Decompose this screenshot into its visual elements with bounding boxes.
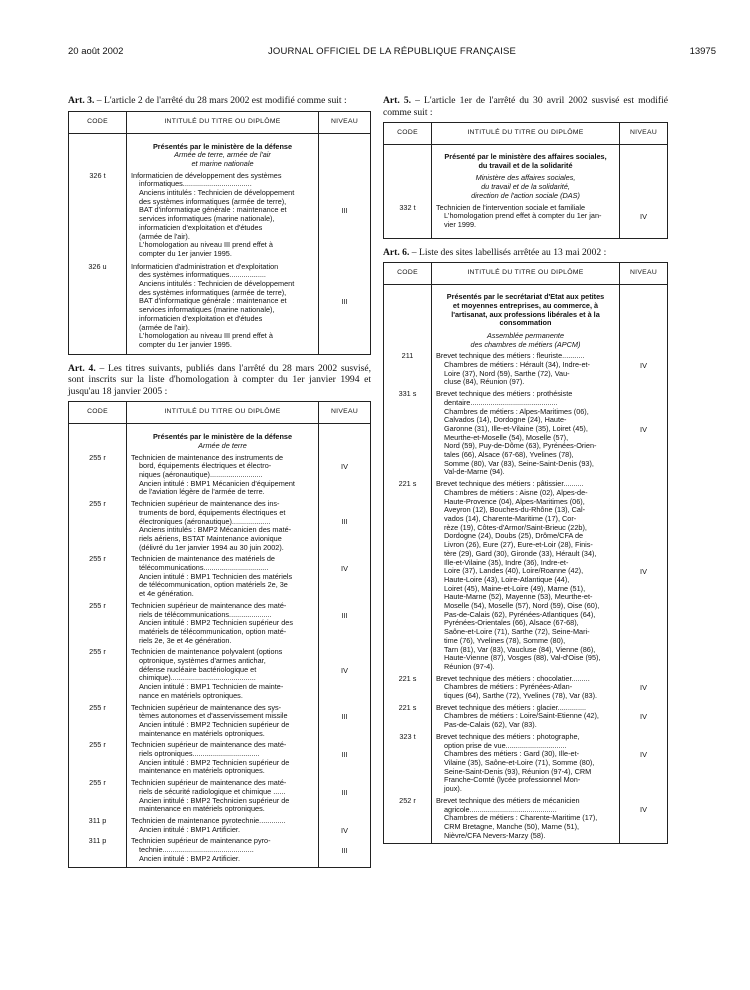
article-3-text: – L'article 2 de l'arrêté du 28 mars 2002 est modifié comme suit : xyxy=(94,95,347,106)
entry-line: Loire (37), Landes (40), Loire/Roanne (42), xyxy=(444,566,584,576)
entry-line: L'homologation au niveau III prend effet à xyxy=(139,240,273,250)
entry-line: Saône-et-Loire (71), Sarthe (72), Seine-Mari- xyxy=(444,627,590,637)
entry-level: IV xyxy=(640,212,647,222)
entry-line: Chambres de métiers : Loire/Saint-Etienne (42), xyxy=(444,711,599,721)
entry-description xyxy=(432,733,620,797)
entry-line: BAT d'informatique générale : maintenance et xyxy=(139,205,287,215)
entry-level: III xyxy=(341,297,348,307)
entry-description xyxy=(127,602,319,649)
entry-code: 221 s xyxy=(384,480,432,674)
entry-description xyxy=(127,454,319,501)
entry-line: Ancien intitulé : BMP2 Artificier. xyxy=(139,853,240,863)
entry-line: Ancien intitulé : BMP2 Technicien supérieur de xyxy=(139,795,290,805)
entry-line: CRM Bretagne, Manche (50), Marne (51), xyxy=(444,821,580,831)
entry-code: 331 s xyxy=(384,390,432,480)
entry-line: Dordogne (24), Doubs (25), Drôme/CFA de xyxy=(444,531,584,541)
entry-line: Technicien supérieur de maintenance des maté- xyxy=(131,778,287,788)
presenter-heading: et moyennes entreprises, au commerce, à xyxy=(452,300,599,310)
entry-line: Technicien supérieur de maintenance des maté- xyxy=(131,740,287,750)
table-row xyxy=(69,555,371,602)
section-subheading: et marine nationale xyxy=(191,158,254,168)
entry-line: Technicien supérieur de maintenance des sys- xyxy=(131,702,282,712)
entry-description xyxy=(432,480,620,674)
entry-line: Chambres de métiers : Hérault (34), Indre-et- xyxy=(444,360,590,370)
col-code-header: CODE xyxy=(384,263,432,285)
table-row xyxy=(69,602,371,649)
entry-level: III xyxy=(341,712,348,722)
col-level-header: NIVEAU xyxy=(620,123,668,145)
entry-description xyxy=(432,675,620,704)
entry-line: Chambres de métiers : Alpes-Maritimes (06), xyxy=(444,406,589,416)
col-code-header: CODE xyxy=(69,402,127,424)
entry-line: Seine-Saint-Denis (93), Réunion (97-4), CRM xyxy=(444,766,592,776)
table-row xyxy=(384,390,668,480)
entry-line: Anciens intitulés : Technicien de développement xyxy=(139,188,295,198)
entry-line: Pas-de-Calais (62), Pyrénées-Atlantiques (64), xyxy=(444,609,596,619)
entry-line: vados (14), Charente-Maritime (17), Cor- xyxy=(444,514,577,523)
entry-code: 221 s xyxy=(384,675,432,704)
entry-line: Ancien intitulé : BMP1 Technicien des matériels xyxy=(139,571,293,581)
col-title-header: INTITULÉ DU TITRE OU DIPLÔME xyxy=(127,111,319,133)
entry-level: IV xyxy=(640,361,647,371)
presenter-heading: l'artisanat, aux professions libérales et à la xyxy=(451,309,600,319)
table-row xyxy=(384,352,668,390)
entry-level: IV xyxy=(640,712,647,722)
entry-line: Brevet technique des métiers : chocolatier......... xyxy=(436,673,590,683)
entry-line: Ancien intitulé : BMP2 Technicien supérieur de xyxy=(139,757,290,767)
entry-level: IV xyxy=(341,665,348,675)
entry-line: services informatiques (marine nationale), xyxy=(139,305,275,315)
section-subheading: Assemblée permanente xyxy=(486,330,565,340)
entry-level: IV xyxy=(640,750,647,760)
entry-line: joux). xyxy=(444,784,462,794)
entry-code: 311 p xyxy=(69,837,127,867)
entry-line: maintenance en matériels optroniques. xyxy=(139,766,265,776)
article-5-text: – L'article 1er de l'arrêté du 30 avril 2002 susvisé est modifié comme suit : xyxy=(383,95,668,118)
entry-level: IV xyxy=(640,567,647,577)
entry-description xyxy=(127,648,319,703)
entry-line: rèze (19), Côtes-d'Armor/Saint-Brieuc (22b), xyxy=(444,522,587,532)
entry-line: Brevet technique des métiers de mécanicien xyxy=(436,795,580,805)
entry-code: 332 t xyxy=(384,204,432,239)
entry-line: Chambres de métiers : Charente-Maritime (17), xyxy=(444,813,598,823)
entry-line: Nièvre/CFA Nevers-Marzy (58). xyxy=(444,830,546,840)
col-title-header: INTITULÉ DU TITRE OU DIPLÔME xyxy=(432,123,620,145)
article-4-table xyxy=(68,401,371,867)
entry-line: Ancien intitulé : BMP2 Technicien supérieur de xyxy=(139,719,290,729)
col-title-header: INTITULÉ DU TITRE OU DIPLÔME xyxy=(127,402,319,424)
article-6-intro xyxy=(383,247,668,259)
article-3-label: Art. 3. xyxy=(68,95,95,106)
entry-line: des systèmes informatiques (armée de terre), xyxy=(139,196,287,206)
entry-description xyxy=(127,837,319,867)
col-title-header: INTITULÉ DU TITRE OU DIPLÔME xyxy=(432,263,620,285)
entry-code: 255 r xyxy=(69,500,127,555)
entry-description xyxy=(432,204,620,239)
entry-line: informatiques.................................. xyxy=(139,179,252,189)
entry-line: Tarn (81), Var (83), Vaucluse (84), Vienne (86), xyxy=(444,644,596,654)
entry-line: riels optroniques................................. xyxy=(139,749,260,759)
entry-line: riels de télécommunications..................... xyxy=(139,609,272,619)
presenter-heading: du travail et de la solidarité xyxy=(478,160,573,170)
table-row xyxy=(69,500,371,555)
entry-line: maintenance en matériels optroniques. xyxy=(139,728,265,738)
entry-line: (armée de l'air). xyxy=(139,322,190,332)
page-number: 13975 xyxy=(689,46,716,57)
entry-code: 326 u xyxy=(69,263,127,355)
section-subheading: du travail et de la solidarité, xyxy=(481,182,570,192)
entry-level: III xyxy=(341,610,348,620)
entry-line: Calvados (14), Dordogne (24), Haute- xyxy=(444,415,567,425)
entry-description xyxy=(127,817,319,837)
page-header xyxy=(68,46,716,60)
entry-level: III xyxy=(341,206,348,216)
entry-line: Technicien de l'intervention sociale et familiale xyxy=(436,202,586,212)
table-row xyxy=(69,454,371,501)
left-column xyxy=(68,95,371,876)
entry-line: Livron (26), Eure (27), Eure-et-Loir (28), Finis- xyxy=(444,540,593,550)
entry-line: niques (aéronautique).......................... xyxy=(139,469,263,479)
entry-line: Vilaine (35), Saône-et-Loire (71), Somme (80), xyxy=(444,757,595,767)
table-row xyxy=(69,741,371,779)
entry-description xyxy=(127,500,319,555)
table-row xyxy=(69,779,371,817)
entry-line: Technicien de maintenance polyvalent (options xyxy=(131,647,283,657)
table-row xyxy=(69,648,371,703)
entry-line: riels de sécurité radiologique et chimique ...... xyxy=(139,786,286,796)
entry-line: de télécommunication, option matériels 2e, 3e xyxy=(139,580,288,590)
col-level-header: NIVEAU xyxy=(620,263,668,285)
table-row xyxy=(384,675,668,704)
entry-line: vier 1999. xyxy=(444,219,477,229)
entry-level: III xyxy=(341,750,348,760)
entry-line: (armée de l'air). xyxy=(139,231,190,241)
entry-line: Brevet technique des métiers : pâtissier.......... xyxy=(436,479,584,489)
entry-line: de l'aviation légère de l'armée de terre. xyxy=(139,487,265,497)
table-row xyxy=(69,837,371,867)
entry-description xyxy=(127,263,319,355)
entry-line: Loire (37), Nord (59), Sarthe (72), Vau- xyxy=(444,368,570,378)
entry-line: compter du 1er janvier 1995. xyxy=(139,339,232,349)
table-row xyxy=(384,797,668,844)
entry-level: IV xyxy=(341,564,348,573)
entry-line: tiques (64), Sarthe (72), Yvelines (78), Var (83). xyxy=(444,691,598,701)
entry-line: nance en matériels optroniques. xyxy=(139,690,243,700)
entry-line: Technicien de maintenance pyrotechnie............. xyxy=(131,816,286,825)
entry-line: et 4e génération. xyxy=(139,589,194,599)
entry-line: riels 2e, 3e et 4e génération. xyxy=(139,635,232,645)
entry-level: III xyxy=(341,517,348,527)
entry-line: Haute-Provence (04), Alpes-Maritimes (06), xyxy=(444,496,585,506)
entry-code: 255 r xyxy=(69,741,127,779)
entry-line: Anciens intitulés : BMP2 Mécanicien des maté- xyxy=(139,525,292,535)
table-row xyxy=(384,480,668,674)
section-subheading: des chambres de métiers (APCM) xyxy=(470,339,581,349)
entry-line: BAT d'informatique générale : maintenance et xyxy=(139,296,287,306)
entry-line: Chambres des métiers : Gard (30), Ille-et- xyxy=(444,749,580,759)
entry-line: L'homologation prend effet à compter du 1er jan- xyxy=(444,211,602,221)
article-6-text: – Liste des sites labellisés arrêtée au 13 mai 2002 : xyxy=(409,246,607,258)
entry-line: Informaticien de développement des systèmes xyxy=(131,170,282,180)
col-level-header: NIVEAU xyxy=(319,402,371,424)
presenter-heading: consommation xyxy=(499,318,552,328)
entry-line: Chambres de métiers : Aisne (02), Alpes-de- xyxy=(444,487,588,497)
section-subheading: Armée de terre, armée de l'air xyxy=(174,150,271,160)
entry-description xyxy=(127,704,319,742)
table-row xyxy=(69,704,371,742)
entry-code: 252 r xyxy=(384,797,432,844)
entry-line: Val-de-Marne (94). xyxy=(444,467,505,477)
entry-line: Franche-Comté (lycée professionnel Mon- xyxy=(444,775,581,785)
entry-line: matériels de télécommunication, option maté- xyxy=(139,626,287,636)
col-code-header: CODE xyxy=(69,111,127,133)
entry-line: Meurthe-et-Moselle (54), Moselle (57), xyxy=(444,432,569,442)
entry-line: électroniques (aéronautique)................... xyxy=(139,516,271,526)
entry-line: option prise de vue.............................. xyxy=(444,740,567,750)
article-6-table xyxy=(383,262,668,844)
header-date: 20 août 2002 xyxy=(68,46,124,57)
entry-line: Brevet technique des métiers : prothésiste xyxy=(436,389,573,399)
entry-line: des systèmes informatiques (armée de terre), xyxy=(139,287,287,297)
entry-code: 255 r xyxy=(69,555,127,602)
entry-line: Ancien intitulé : BMP2 Technicien supérieur des xyxy=(139,618,293,628)
table-row xyxy=(69,817,371,837)
entry-line: services informatiques (marine nationale), xyxy=(139,214,275,224)
entry-line: tales (66), Alsace (67-68), Yvelines (78), xyxy=(444,450,574,460)
entry-level: IV xyxy=(640,424,647,434)
entry-line: agricole........................................... xyxy=(444,804,557,814)
article-4-intro xyxy=(68,363,371,398)
table-row xyxy=(69,263,371,355)
entry-line: Réunion (97-4). xyxy=(444,661,495,671)
entry-line: Haute-Vienne (87), Vosges (88), Val-d'Oise (95), xyxy=(444,653,601,663)
entry-line: chimique).......................................... xyxy=(139,673,256,683)
entry-description xyxy=(432,797,620,844)
presenter-heading: Présenté par le ministère des affaires sociales, xyxy=(444,152,607,161)
presenter-heading: Présentés par le ministère de la défense xyxy=(152,141,293,151)
col-level-header: NIVEAU xyxy=(319,111,371,133)
presenter-heading: Présentés par le ministère de la défense xyxy=(152,432,293,442)
entry-line: informaticien d'exploitation et d'études xyxy=(139,222,263,232)
article-5-table xyxy=(383,122,668,239)
entry-line: des systèmes informatiques.................. xyxy=(139,270,266,280)
entry-line: Haute-Marne (52), Mayenne (53), Meurthe-et- xyxy=(444,592,593,602)
entry-line: Ancien intitulé : BMP1 Mécanicien d'équipement xyxy=(139,478,295,488)
entry-code: 211 xyxy=(384,352,432,390)
entry-line: dentaire........................................... xyxy=(444,397,558,407)
entry-code: 255 r xyxy=(69,454,127,501)
entry-line: défense nucléaire bactériologique et xyxy=(139,664,257,674)
table-row xyxy=(384,204,668,239)
entry-line: Loiret (45), Maine-et-Loire (49), Marne (51), xyxy=(444,583,586,593)
entry-code: 323 t xyxy=(384,733,432,797)
entry-line: Technicien supérieur de maintenance des maté- xyxy=(131,600,287,610)
entry-line: Somme (80), Var (83), Seine-Saint-Denis (93), xyxy=(444,458,594,468)
right-column xyxy=(383,95,668,852)
article-5-intro xyxy=(383,95,668,118)
table-row xyxy=(69,172,371,263)
entry-description xyxy=(127,555,319,602)
section-subheading: Armée de terre xyxy=(198,440,247,450)
entry-line: compter du 1er janvier 1995. xyxy=(139,248,232,258)
entry-line: L'homologation au niveau III prend effet à xyxy=(139,331,273,341)
presenter-heading: Présentés par le secrétariat d'Etat aux petites xyxy=(446,292,605,302)
entry-line: Brevet technique des métiers : photographe, xyxy=(436,731,580,741)
entry-description xyxy=(432,352,620,390)
article-4-label: Art. 4. xyxy=(68,362,96,374)
entry-line: technie............................................. xyxy=(139,845,254,855)
entry-level: IV xyxy=(341,462,348,472)
entry-line: riels aériens, BSTAT Maintenance avionique xyxy=(139,533,282,543)
entry-code: 255 r xyxy=(69,704,127,742)
entry-line: cluse (84), Réunion (97). xyxy=(444,377,525,387)
section-subheading: direction de l'action sociale (DAS) xyxy=(471,190,580,200)
article-3-intro xyxy=(68,95,371,107)
entry-line: optronique, systèmes d'armes antichar, xyxy=(139,656,266,666)
entry-line: Aveyron (12), Bouches-du-Rhône (13), Cal- xyxy=(444,505,586,515)
entry-line: Technicien supérieur de maintenance pyro- xyxy=(131,836,271,846)
entry-line: time (76), Yvelines (78), Somme (80), xyxy=(444,635,566,645)
entry-line: Pas-de-Calais (62), Var (83). xyxy=(444,720,537,730)
entry-line: Pyrénées-Orientales (66), Alsace (67-68), xyxy=(444,618,579,628)
entry-description xyxy=(432,390,620,480)
entry-line: Anciens intitulés : Technicien de développement xyxy=(139,279,295,289)
entry-line: informaticien d'exploitation et d'études xyxy=(139,313,263,323)
entry-line: Moselle (54), Moselle (57), Nord (59), Oise (60), xyxy=(444,601,600,611)
entry-line: Chambres de métiers : Pyrénées-Atlan- xyxy=(444,682,573,692)
entry-description xyxy=(127,741,319,779)
entry-description xyxy=(127,172,319,263)
entry-level: III xyxy=(341,846,348,856)
entry-line: Brevet technique des métiers : glacier.............. xyxy=(436,702,587,712)
col-code-header: CODE xyxy=(384,123,432,145)
entry-code: 255 r xyxy=(69,648,127,703)
entry-line: Technicien supérieur de maintenance des ins- xyxy=(131,499,280,509)
entry-code: 326 t xyxy=(69,172,127,263)
entry-line: Ancien intitulé : BMP1 Technicien de mainte- xyxy=(139,682,284,692)
entry-code: 311 p xyxy=(69,817,127,837)
entry-line: Nord (59), Puy-de-Dôme (63), Pyrénées-Orien- xyxy=(444,441,597,451)
entry-line: Brevet technique des métiers : fleuriste........... xyxy=(436,351,585,361)
article-3-table xyxy=(68,111,371,355)
entry-line: Technicien de maintenance des instruments de xyxy=(131,452,284,462)
entry-line: tère (29), Gard (30), Gironde (33), Hérault (34), xyxy=(444,548,597,558)
entry-line: télécommunications................................ xyxy=(139,563,269,573)
entry-line: Ancien intitulé : BMP1 Artificier. xyxy=(139,824,240,834)
entry-level: III xyxy=(341,787,348,797)
entry-level: IV xyxy=(640,683,647,693)
article-5-label: Art. 5. xyxy=(383,95,412,106)
entry-line: Ille-et-Vilaine (35), Indre (36), Indre-et- xyxy=(444,557,569,567)
entry-level: IV xyxy=(341,825,348,835)
entry-line: (délivré du 1er janvier 1994 au 30 juin 2002). xyxy=(139,542,284,552)
table-row xyxy=(384,704,668,733)
entry-code: 221 s xyxy=(384,704,432,733)
entry-code: 255 r xyxy=(69,602,127,649)
entry-level: IV xyxy=(640,805,647,815)
entry-description xyxy=(432,704,620,733)
table-row xyxy=(384,733,668,797)
entry-code: 255 r xyxy=(69,779,127,817)
article-4-text: – Les titres suivants, publiés dans l'arrêté du 28 mars 2002 susvisé, sont inscrits sur la liste d'homologation à compter du 1er janvier 1994 et jusqu'au 18 janvier 2005 : xyxy=(68,362,372,397)
entry-line: Technicien de maintenance des matériels de xyxy=(131,554,275,564)
section-subheading: Ministère des affaires sociales, xyxy=(475,173,576,183)
entry-line: tèmes autonomes et d'asservissement missile xyxy=(139,711,288,721)
entry-line: Informaticien d'administration et d'exploitation xyxy=(131,261,279,271)
entry-line: Haute-Loire (43), Loire-Atlantique (44), xyxy=(444,574,570,584)
entry-description xyxy=(127,779,319,817)
entry-line: bord, équipements électriques et électro- xyxy=(139,461,272,471)
entry-line: truments de bord, équipements électriques et xyxy=(139,507,286,517)
entry-line: Garonne (31), Ille-et-Vilaine (35), Loiret (45), xyxy=(444,423,588,433)
article-6-label: Art. 6. xyxy=(383,246,410,258)
journal-title: JOURNAL OFFICIEL DE LA RÉPUBLIQUE FRANÇAISE xyxy=(267,46,517,57)
entry-line: maintenance en matériels optroniques. xyxy=(139,804,265,814)
